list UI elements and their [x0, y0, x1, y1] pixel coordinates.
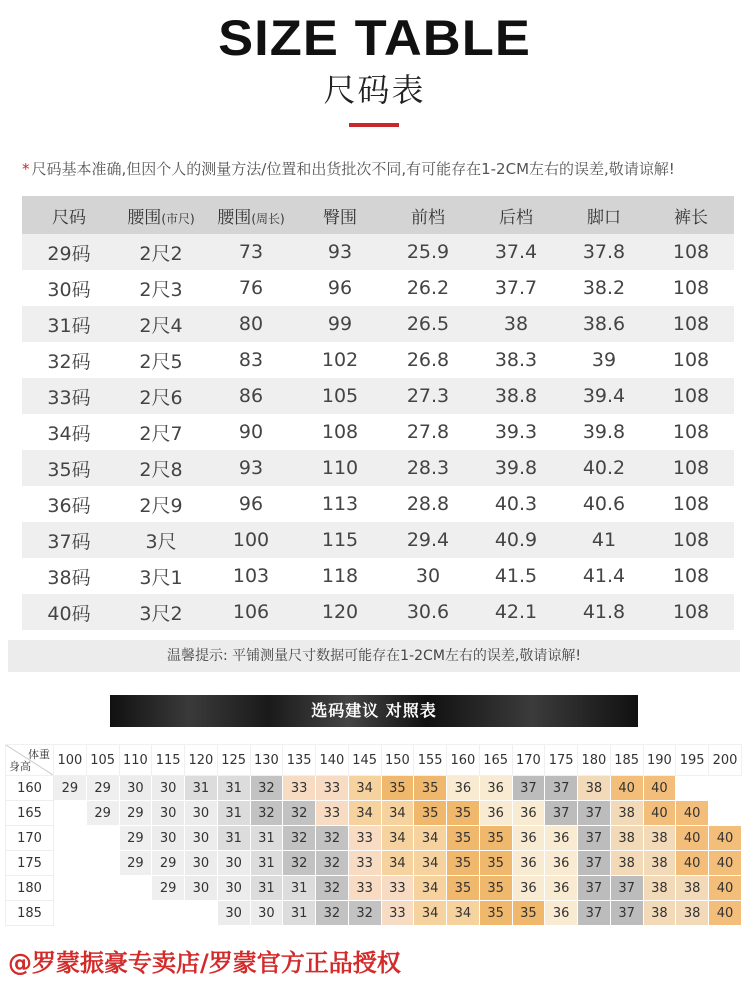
size-value-cell: 73	[206, 234, 296, 270]
recommended-size-cell: 30	[217, 876, 250, 901]
weight-header-cell: 170	[512, 745, 545, 776]
weight-header-cell: 180	[578, 745, 611, 776]
size-header-label: 臀围	[323, 207, 357, 228]
recommended-size-cell: 36	[512, 826, 545, 851]
size-value-cell: 29.4	[384, 522, 472, 558]
recommended-size-cell: 38	[676, 901, 709, 926]
recommended-size-cell: 38	[610, 851, 643, 876]
recommended-size-cell: 38	[610, 801, 643, 826]
size-value-cell: 40.3	[472, 486, 560, 522]
size-value-cell: 40.9	[472, 522, 560, 558]
recommended-size-cell: 34	[348, 801, 381, 826]
size-table	[22, 196, 734, 630]
recommended-size-cell: 35	[479, 851, 512, 876]
size-table-row	[22, 342, 734, 378]
recommended-size-cell: 40	[676, 851, 709, 876]
recommended-size-cell: 29	[119, 826, 152, 851]
recommended-size-cell: 34	[447, 901, 480, 926]
size-table-header	[22, 196, 734, 234]
recommended-size-cell: 35	[414, 801, 447, 826]
weight-header-cell: 195	[676, 745, 709, 776]
size-header-label: 裤长	[674, 207, 708, 228]
size-value-cell: 2尺3	[116, 270, 206, 306]
recommended-size-cell: 36	[512, 801, 545, 826]
recommended-size-cell: 36	[545, 826, 578, 851]
size-header-cell	[648, 196, 734, 234]
size-value-cell: 28.3	[384, 450, 472, 486]
recommended-size-cell: 31	[185, 776, 218, 801]
recommended-size-cell: 30	[119, 776, 152, 801]
size-value-cell: 38.3	[472, 342, 560, 378]
height-label-cell: 165	[6, 801, 54, 826]
recommended-size-cell: 29	[86, 801, 119, 826]
recommended-size-cell: 37	[610, 876, 643, 901]
size-value-cell: 108	[648, 234, 734, 270]
recommended-size-cell: 37	[545, 776, 578, 801]
recommended-size-cell	[709, 801, 742, 826]
size-table-row	[22, 486, 734, 522]
size-value-cell: 26.8	[384, 342, 472, 378]
size-value-cell: 103	[206, 558, 296, 594]
recommended-size-cell: 33	[348, 826, 381, 851]
recommended-size-cell: 34	[381, 801, 414, 826]
recommended-size-cell: 35	[381, 776, 414, 801]
page-title-cn: 尺码表	[323, 71, 426, 109]
size-header-label: 尺码	[52, 207, 86, 228]
size-header-label: 腰围	[127, 207, 162, 228]
size-label-cell: 32码	[22, 342, 116, 378]
size-value-cell: 110	[296, 450, 384, 486]
recommended-size-cell	[152, 901, 185, 926]
recommended-size-cell: 33	[348, 876, 381, 901]
weight-header-row	[6, 745, 742, 776]
size-value-cell: 38.8	[472, 378, 560, 414]
size-value-cell: 3尺	[116, 522, 206, 558]
recommended-size-cell: 30	[217, 901, 250, 926]
recommended-size-cell: 34	[381, 851, 414, 876]
recommended-size-cell: 37	[578, 801, 611, 826]
recommended-size-cell: 40	[643, 776, 676, 801]
size-value-cell: 118	[296, 558, 384, 594]
recommended-size-cell: 38	[643, 826, 676, 851]
recommended-size-cell	[54, 851, 87, 876]
recommended-size-cell: 31	[250, 826, 283, 851]
size-value-cell: 108	[296, 414, 384, 450]
size-label-cell: 31码	[22, 306, 116, 342]
size-value-cell: 120	[296, 594, 384, 630]
size-value-cell: 108	[648, 342, 734, 378]
size-value-cell: 41.5	[472, 558, 560, 594]
recommended-size-cell: 38	[643, 901, 676, 926]
recommended-size-cell: 30	[185, 826, 218, 851]
recommended-size-cell: 29	[86, 776, 119, 801]
weight-header-cell: 115	[152, 745, 185, 776]
recommended-size-cell	[86, 826, 119, 851]
recommended-size-cell: 40	[643, 801, 676, 826]
recommended-size-cell: 36	[545, 901, 578, 926]
size-label-cell: 33码	[22, 378, 116, 414]
recommended-size-cell: 38	[610, 826, 643, 851]
weight-header-cell: 165	[479, 745, 512, 776]
recommended-size-cell: 31	[250, 851, 283, 876]
recommended-size-cell: 34	[348, 776, 381, 801]
recommended-size-cell: 30	[185, 876, 218, 901]
recommended-size-cell	[119, 901, 152, 926]
weight-header-cell: 125	[217, 745, 250, 776]
size-table-row	[22, 450, 734, 486]
recommended-size-cell: 35	[447, 876, 480, 901]
size-value-cell: 2尺4	[116, 306, 206, 342]
size-value-cell: 99	[296, 306, 384, 342]
measurement-tip: 温馨提示: 平铺测量尺寸数据可能存在1-2CM左右的误差,敬请谅解!	[8, 640, 740, 672]
size-header-cell	[116, 196, 206, 234]
size-value-cell: 2尺9	[116, 486, 206, 522]
size-label-cell: 36码	[22, 486, 116, 522]
size-table-row	[22, 378, 734, 414]
recommended-size-cell: 34	[381, 826, 414, 851]
recommended-size-cell	[86, 876, 119, 901]
size-guide-banner: 选码建议 对照表	[110, 695, 638, 727]
recommended-size-cell: 31	[250, 876, 283, 901]
recommended-size-cell: 37	[578, 901, 611, 926]
recommended-size-cell	[54, 876, 87, 901]
size-value-cell: 108	[648, 270, 734, 306]
recommended-size-cell: 30	[152, 826, 185, 851]
weight-header-cell: 145	[348, 745, 381, 776]
size-reference-table	[5, 744, 742, 926]
recommended-size-cell	[54, 826, 87, 851]
recommended-size-cell: 33	[381, 901, 414, 926]
weight-header-cell: 150	[381, 745, 414, 776]
recommended-size-cell: 37	[545, 801, 578, 826]
recommended-size-cell: 37	[610, 901, 643, 926]
recommended-size-cell: 33	[348, 851, 381, 876]
recommended-size-cell: 35	[447, 801, 480, 826]
height-label-cell: 170	[6, 826, 54, 851]
page-title-en: SIZE TABLE	[218, 10, 531, 66]
size-value-cell: 37.4	[472, 234, 560, 270]
height-row	[6, 876, 742, 901]
size-value-cell: 41	[560, 522, 648, 558]
recommended-size-cell: 37	[578, 876, 611, 901]
recommended-size-cell: 30	[217, 851, 250, 876]
size-label-cell: 29码	[22, 234, 116, 270]
size-value-cell: 37.7	[472, 270, 560, 306]
size-value-cell: 2尺5	[116, 342, 206, 378]
recommended-size-cell: 40	[709, 851, 742, 876]
size-value-cell: 39.3	[472, 414, 560, 450]
size-value-cell: 38.2	[560, 270, 648, 306]
size-value-cell: 108	[648, 558, 734, 594]
recommended-size-cell	[54, 801, 87, 826]
size-value-cell: 108	[648, 486, 734, 522]
size-value-cell: 26.5	[384, 306, 472, 342]
recommended-size-cell: 40	[709, 826, 742, 851]
size-value-cell: 39	[560, 342, 648, 378]
size-header-cell	[22, 196, 116, 234]
recommended-size-cell: 36	[512, 876, 545, 901]
size-value-cell: 26.2	[384, 270, 472, 306]
height-axis-label: 身高	[9, 760, 31, 773]
recommended-size-cell: 37	[512, 776, 545, 801]
size-value-cell: 108	[648, 450, 734, 486]
recommended-size-cell: 32	[250, 801, 283, 826]
size-header-cell	[206, 196, 296, 234]
recommended-size-cell: 29	[152, 876, 185, 901]
size-label-cell: 30码	[22, 270, 116, 306]
size-value-cell: 27.8	[384, 414, 472, 450]
size-header-cell	[296, 196, 384, 234]
size-value-cell: 100	[206, 522, 296, 558]
height-row	[6, 801, 742, 826]
size-value-cell: 39.8	[560, 414, 648, 450]
recommended-size-cell: 33	[381, 876, 414, 901]
size-value-cell: 3尺2	[116, 594, 206, 630]
size-value-cell: 30.6	[384, 594, 472, 630]
size-table-row	[22, 234, 734, 270]
size-value-cell: 108	[648, 378, 734, 414]
size-table-row	[22, 414, 734, 450]
recommended-size-cell: 38	[676, 876, 709, 901]
recommended-size-cell: 40	[709, 901, 742, 926]
size-label-cell: 40码	[22, 594, 116, 630]
recommended-size-cell: 38	[643, 851, 676, 876]
recommended-size-cell: 29	[119, 851, 152, 876]
height-row	[6, 776, 742, 801]
size-value-cell: 40.2	[560, 450, 648, 486]
size-header-unit: (周长)	[251, 211, 285, 226]
size-value-cell: 38.6	[560, 306, 648, 342]
measurement-note	[22, 158, 675, 179]
size-value-cell: 113	[296, 486, 384, 522]
recommended-size-cell: 32	[283, 801, 316, 826]
size-label-cell: 34码	[22, 414, 116, 450]
recommended-size-cell: 34	[414, 826, 447, 851]
size-value-cell: 80	[206, 306, 296, 342]
size-value-cell: 39.4	[560, 378, 648, 414]
size-table-row	[22, 594, 734, 630]
recommended-size-cell: 35	[414, 776, 447, 801]
size-table-row	[22, 558, 734, 594]
size-value-cell: 108	[648, 594, 734, 630]
size-value-cell: 83	[206, 342, 296, 378]
size-label-cell: 37码	[22, 522, 116, 558]
size-value-cell: 2尺6	[116, 378, 206, 414]
size-header-label: 前档	[411, 207, 445, 228]
size-table-row	[22, 270, 734, 306]
recommended-size-cell: 32	[316, 876, 349, 901]
axis-corner-cell	[6, 745, 54, 776]
size-value-cell: 76	[206, 270, 296, 306]
height-label-cell: 180	[6, 876, 54, 901]
recommended-size-cell: 30	[185, 801, 218, 826]
store-credit: @罗蒙振豪专卖店/罗蒙官方正品授权	[8, 949, 401, 977]
recommended-size-cell: 35	[447, 851, 480, 876]
weight-header-cell: 175	[545, 745, 578, 776]
weight-header-cell: 200	[709, 745, 742, 776]
recommended-size-cell: 32	[348, 901, 381, 926]
size-value-cell: 42.1	[472, 594, 560, 630]
size-value-cell: 3尺1	[116, 558, 206, 594]
size-value-cell: 93	[296, 234, 384, 270]
size-table-row	[22, 522, 734, 558]
weight-header-cell: 160	[447, 745, 480, 776]
size-label-cell: 38码	[22, 558, 116, 594]
recommended-size-cell: 40	[676, 826, 709, 851]
recommended-size-cell: 32	[316, 901, 349, 926]
recommended-size-cell: 30	[250, 901, 283, 926]
recommended-size-cell: 40	[676, 801, 709, 826]
recommended-size-cell: 29	[54, 776, 87, 801]
title-divider	[349, 123, 399, 127]
height-label-cell: 185	[6, 901, 54, 926]
size-value-cell: 108	[648, 306, 734, 342]
recommended-size-cell: 29	[119, 801, 152, 826]
recommended-size-cell: 35	[479, 826, 512, 851]
size-value-cell: 90	[206, 414, 296, 450]
recommended-size-cell: 31	[283, 876, 316, 901]
size-value-cell: 40.6	[560, 486, 648, 522]
recommended-size-cell: 40	[709, 876, 742, 901]
size-value-cell: 86	[206, 378, 296, 414]
recommended-size-cell: 31	[217, 776, 250, 801]
size-value-cell: 106	[206, 594, 296, 630]
size-header-label: 腰围	[217, 207, 252, 228]
recommended-size-cell: 33	[283, 776, 316, 801]
size-value-cell: 96	[296, 270, 384, 306]
note-text: 尺码基本准确,但因个人的测量方法/位置和出货批次不同,有可能存在1-2CM左右的误差,敬请谅解!	[31, 160, 675, 178]
size-value-cell: 2尺7	[116, 414, 206, 450]
recommended-size-cell: 38	[578, 776, 611, 801]
recommended-size-cell: 35	[479, 876, 512, 901]
size-value-cell: 102	[296, 342, 384, 378]
size-header-label: 后档	[499, 207, 533, 228]
recommended-size-cell: 35	[479, 901, 512, 926]
recommended-size-cell: 31	[217, 801, 250, 826]
recommended-size-cell: 34	[414, 901, 447, 926]
size-table-row	[22, 306, 734, 342]
recommended-size-cell: 33	[316, 801, 349, 826]
size-header-label: 脚口	[587, 207, 621, 228]
size-value-cell: 25.9	[384, 234, 472, 270]
recommended-size-cell: 30	[152, 776, 185, 801]
height-row	[6, 901, 742, 926]
recommended-size-cell	[119, 876, 152, 901]
size-value-cell: 41.4	[560, 558, 648, 594]
weight-header-cell: 130	[250, 745, 283, 776]
recommended-size-cell: 36	[479, 776, 512, 801]
recommended-size-cell: 32	[316, 826, 349, 851]
note-star: *	[22, 160, 30, 178]
size-header-unit: (市尺)	[161, 211, 195, 226]
weight-header-cell: 135	[283, 745, 316, 776]
recommended-size-cell: 32	[316, 851, 349, 876]
height-label-cell: 160	[6, 776, 54, 801]
recommended-size-cell: 35	[447, 826, 480, 851]
recommended-size-cell: 34	[414, 851, 447, 876]
recommended-size-cell	[185, 901, 218, 926]
size-value-cell: 2尺8	[116, 450, 206, 486]
weight-header-cell: 120	[185, 745, 218, 776]
height-row	[6, 826, 742, 851]
size-value-cell: 2尺2	[116, 234, 206, 270]
recommended-size-cell: 36	[512, 851, 545, 876]
size-header-cell	[472, 196, 560, 234]
recommended-size-cell: 29	[152, 851, 185, 876]
recommended-size-cell: 36	[447, 776, 480, 801]
recommended-size-cell: 30	[152, 801, 185, 826]
size-value-cell: 115	[296, 522, 384, 558]
size-value-cell: 39.8	[472, 450, 560, 486]
recommended-size-cell: 32	[250, 776, 283, 801]
size-value-cell: 41.8	[560, 594, 648, 630]
recommended-size-cell	[86, 851, 119, 876]
recommended-size-cell: 35	[512, 901, 545, 926]
weight-header-cell: 110	[119, 745, 152, 776]
size-value-cell: 38	[472, 306, 560, 342]
size-value-cell: 37.8	[560, 234, 648, 270]
weight-header-cell: 140	[316, 745, 349, 776]
size-value-cell: 108	[648, 414, 734, 450]
recommended-size-cell: 38	[643, 876, 676, 901]
recommended-size-cell: 37	[578, 851, 611, 876]
weight-header-cell: 190	[643, 745, 676, 776]
recommended-size-cell: 36	[545, 851, 578, 876]
recommended-size-cell	[676, 776, 709, 801]
recommended-size-cell: 30	[185, 851, 218, 876]
size-value-cell: 93	[206, 450, 296, 486]
recommended-size-cell: 31	[217, 826, 250, 851]
weight-header-cell: 100	[54, 745, 87, 776]
size-value-cell: 27.3	[384, 378, 472, 414]
recommended-size-cell	[709, 776, 742, 801]
weight-header-cell: 185	[610, 745, 643, 776]
size-label-cell: 35码	[22, 450, 116, 486]
height-row	[6, 851, 742, 876]
recommended-size-cell: 31	[283, 901, 316, 926]
height-label-cell: 175	[6, 851, 54, 876]
recommended-size-cell	[86, 901, 119, 926]
size-value-cell: 105	[296, 378, 384, 414]
size-value-cell: 108	[648, 522, 734, 558]
weight-axis-label: 体重	[28, 748, 50, 761]
size-value-cell: 96	[206, 486, 296, 522]
recommended-size-cell: 34	[414, 876, 447, 901]
weight-header-cell: 105	[86, 745, 119, 776]
size-value-cell: 30	[384, 558, 472, 594]
weight-header-cell: 155	[414, 745, 447, 776]
recommended-size-cell: 32	[283, 851, 316, 876]
size-header-cell	[384, 196, 472, 234]
size-value-cell: 28.8	[384, 486, 472, 522]
recommended-size-cell: 32	[283, 826, 316, 851]
recommended-size-cell: 36	[479, 801, 512, 826]
size-header-cell	[560, 196, 648, 234]
recommended-size-cell: 36	[545, 876, 578, 901]
recommended-size-cell: 37	[578, 826, 611, 851]
recommended-size-cell: 40	[610, 776, 643, 801]
recommended-size-cell	[54, 901, 87, 926]
recommended-size-cell: 33	[316, 776, 349, 801]
